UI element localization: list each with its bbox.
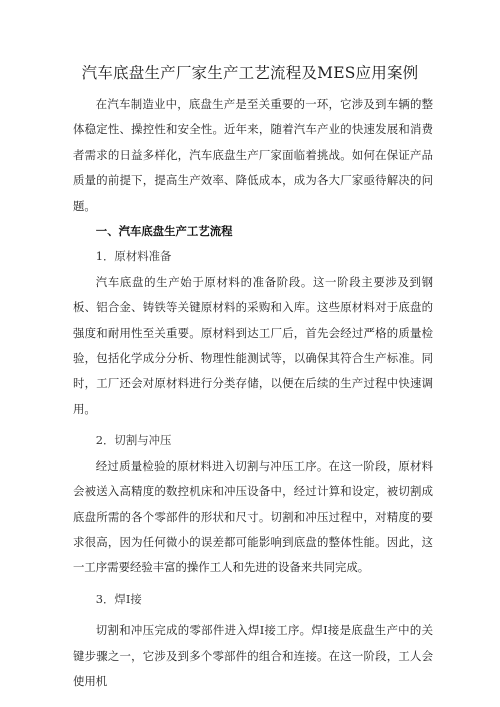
document-body: [73, 92, 433, 694]
step-3-paragraph: 切割和冲压完成的零部件进入焊I接工序。焊I接是底盘生产中的关键步骤之一，它涉及到多个零部件的组合和连接。在这一阶段，工人会使用机: [73, 623, 433, 688]
intro-paragraph: 在汽车制造业中，底盘生产是至关重要的一环，它涉及到车辆的整体稳定性、操控性和安全性。近年来，随着汽车产业的快速发展和消费者需求的日益多样化，汽车底盘生产厂家面临着挑战。如何在保证产品质量的前提下，提高生产效率、降低成本，成为各大厂家亟待解决的问题。: [73, 97, 433, 213]
section-heading: 一、汽车底盘生产工艺流程: [95, 224, 233, 239]
step-1-paragraph: 汽车底盘的生产始于原材料的准备阶段。这一阶段主要涉及到钢板、铝合金、铸铁等关键原材料的采购和入库。这些原材料对于底盘的强度和耐用性至关重要。原材料到达工厂后，首先会经过严格的质量检验，包括化学成分分析、物理性能测试等，以确保其符合生产标准。同时，工厂还会对原材料进行分类存储，以便在后续的生产过程中快速调用。: [73, 274, 433, 416]
step-3-title: 3．焊I接: [95, 591, 142, 606]
step-1-title: 1．原材料准备: [95, 249, 172, 264]
document-title: 汽车底盘生产厂家生产工艺流程及MES应用案例: [81, 64, 419, 82]
step-2-title: 2．切割与冲压: [95, 433, 172, 448]
step-2-paragraph: 经过质量检验的原材料进入切割与冲压工序。在这一阶段，原材料会被送入高精度的数控机床和冲压设备中，经过计算和设定，被切割成底盘所需的各个零部件的形状和尺寸。切割和冲压过程中，对精度的要求很高，因为任何微小的误差都可能影响到底盘的整体性能。因此，这一工序需要经验丰富的操作工人和先进的设备来共同完成。: [73, 458, 433, 575]
